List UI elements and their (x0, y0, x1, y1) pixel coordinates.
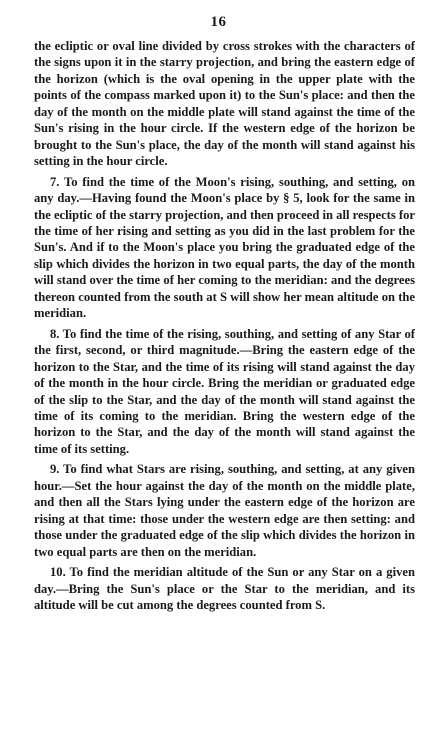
paragraph-body: —Set the hour against the day of the month on the middle plate, and then all the Stars lying under the eastern edge of the horizon are rising at that time: those under the western edge are then setting: and those under the graduated edge of the slip which divides the horizon in two equal parts are then on the meridian. (34, 478, 415, 559)
page-number: 16 (210, 14, 227, 30)
paragraph-body: —Having found the Moon's place by § 5, look for the same in the ecliptic of the starry projection, and then proceed in all respects for the time of her rising and setting as you did in the last problem for the Sun's. And if to the Moon's place you bring the graduated edge of the slip which divides the horizon in two equal parts, the day of the month will stand over the time of her coming to the meridian: and the degrees thereon counted from the south at S will show her mean altitude on the meridian. (34, 191, 415, 321)
paragraph-7 (34, 174, 415, 322)
paragraph-heading: 10. To find the meridian altitude of the Sun or any Star on a given day. (34, 565, 415, 596)
paragraph-body: the ecliptic or oval line divided by cross strokes with the characters of the signs upon it in the starry projection, and bring the eastern edge of the horizon (which is the oval opening in the upper plate with the points of the compass marked upon it) to the Sun's place: and then the day of the month on the middle plate will stand against the time of the Sun's rising in the hour circle. If the western edge of the horizon be brought to the Sun's place, the day of the month will stand against his setting in the hour circle. (34, 39, 415, 169)
paragraph-9 (34, 461, 415, 560)
paragraph-continued (34, 38, 415, 170)
paragraph-8 (34, 326, 415, 458)
paragraph-heading: 8. To find the time of the rising, southing, and setting of any Star of the first, second, or third magnitude. (34, 326, 415, 358)
paragraph-body: —Bring the Sun's place or the Star to the meridian, and its altitude will be cut among the degrees counted from S. (34, 581, 415, 612)
paragraph-heading: 7. To find the time of the Moon's rising, southing, and setting, on any day. (34, 174, 415, 206)
paragraph-body: —Bring the eastern edge of the horizon to the Star, and the time of its rising will stand against the day of the month in the hour circle. Bring the meridian or graduated edge of the slip to the Star, and the day of the month will stand against the time of its coming to the meridian. Bring the western edge of the horizon to the Star, and the day of the month will stand against the time of its setting. (34, 343, 415, 456)
paragraph-heading: 9. To find what Stars are rising, southing, and setting, at any given hour. (34, 462, 415, 493)
page-body (34, 38, 415, 617)
paragraph-10 (34, 564, 415, 613)
